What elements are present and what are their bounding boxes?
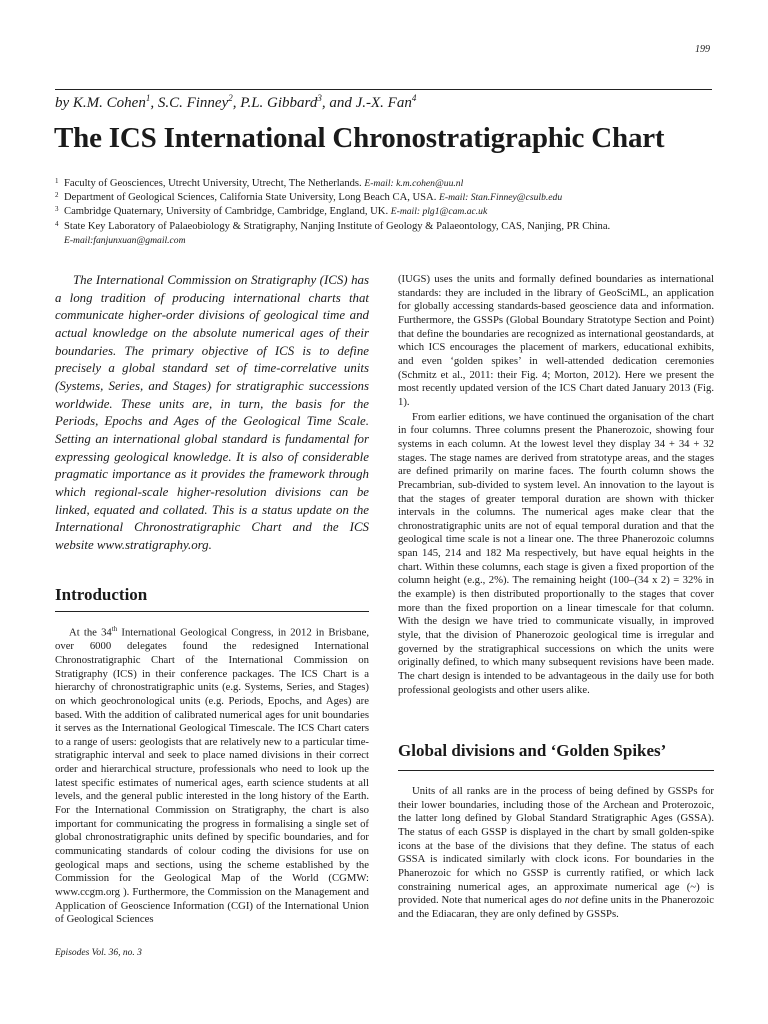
paragraph-chart-organisation: From earlier editions, we have continued the organisation of the chart in four columns. Three columns present the Phanerozoic, showing four systems in each column. At the lowest level they display 34 + 34 + 32 stages. The stage names are derived from stratotype areas, and the stages are defined primarily on marine faces. The fourth column shows the Precambrian, sub-divided to system level. An innovation to the layout is that the stages of greater temporal duration are shown with thicker intervals in the columns. The numerical ages make clear that the chronostratigraphic units are not of equal temporal duration and that the geological time scale is not a linear one. The three Phanerozoic columns span 145, 214 and 182 Ma respectively, but have equal heights in the chart. Within these columns, each stage is given a fixed proportion of the column height (e.g., 2%). The remaining height (100–(34 x 2) = 32% in the example) is then distributed proportionally to the stages that cover more than the fixed proportion on a linear timescale for that column. With the design we have tried to communicate visually, in improved style, that the division of Phanerozoic geological time is irregular and governed by the stratigraphical successions on which the units were originally defined, to which many subsequent revisions have been made. The chart design is intended to be advantageous in the daily use for both professional geologists and other users alike. <box>398 410 714 696</box>
affiliation-2-email: E-mail: Stan.Finney@csulb.edu <box>439 192 563 204</box>
affiliation-4: 4 State Key Laboratory of Palaeobiology & Stratigraphy, Nanjing Institute of Geology & Palaeontology, CAS, Nanjing, PR China. <box>55 219 611 232</box>
global-divisions-paragraph: Units of all ranks are in the process of being defined by GSSPs for their lower boundaries, including those of the Archean and Proterozoic, the latter long defined by Global Standard Stratigraphic Ages (GSSA). The status of each GSSP is displayed in the chart by small golden-spike icons at the base of the divisions that they define. The status of each GSSA is indicated similarly with clock icons. For boundaries in the Phanerozoic for which no GSSP is currently ratified, or which lack constraining numerical ages, an approximate numerical age (~) is provided. Note that numerical ages do not define units in the Phanerozoic and the Ediacaran, they are only defined by GSSPs. <box>398 785 714 920</box>
page-number: 199 <box>695 44 710 55</box>
right-column <box>398 273 714 697</box>
affiliation-4-email: E-mail:fanjunxuan@gmail.com <box>64 234 186 246</box>
affiliation-3-email: E-mail: plg1@cam.ac.uk <box>390 206 488 218</box>
authors-line: by K.M. Cohen$^1$, S.C. Finney$^2$, P.L. Gibbard$^3$, and J.-X. Fan$^4$ <box>55 93 417 111</box>
introduction-paragraph: At the 34th International Geological Congress, in 2012 in Brisbane, over 6000 delegates found the redesigned International Chronostratigraphic Chart of the International Commission on Stratigraphy (ICS) in their conference packages. The ICS Chart is a hierarchy of chronostratigraphic units (e.g. Systems, Series, and Stages) on which geochronological units (e.g. Periods, Epochs, and Ages) are based. With the addition of calibrated numerical ages for unit boundaries it serves as the International Geological Timescale. The ICS Chart caters to a range of users: geologists that are relatively new to a particular time-stratigraphic interval and seek to place named divisions in their correct order and hierarchical structure, professionals who need to look up the latest specific estimates of numerical ages, earth science students at all levels, and the general public interested in the long history of the Earth. For the International Commission on Stratigraphy, the chart is also important for communicating the progress in formalising a single set of global chronostratigraphic units defined by specific boundaries, and for communicating standards of colour coding the divisions for use on geological maps and sections, using the scheme established by the Commission for the Geological Map of the World (CGMW: www.ccgm.org ). Furthermore, the Commission on the Management and Application of Geoscience Information (CGI) of the International Union of Geological Sciences <box>55 625 369 926</box>
affiliation-1: 1 Faculty of Geosciences, Utrecht University, Utrecht, The Netherlands. E-mail: k.m.cohen@uu.nl <box>55 177 464 189</box>
global-divisions-heading: Global divisions and ‘Golden Spikes’ <box>398 741 667 760</box>
abstract: The International Commission on Stratigraphy (ICS) has a long tradition of producing international charts that communicate higher-order divisions of geological time and actual knowledge on the absolute numerical ages of their boundaries. The primary objective of ICS is to define precisely a global standard set of time-correlative units (Systems, Series, and Stages) for stratigraphic successions worldwide. These units are, in turn, the basis for the Periods, Epochs and Ages of the Geological Time Scale. Setting an international global standard is fundamental for expressing geological knowledge. It is also of considerable pragmatic importance as it provides the framework through which regional-scale higher-resolution divisions can be linked, equated and collated. This is a status update on the International Chronostratigraphic Chart and the ICS website www.stratigraphy.org. <box>55 273 369 552</box>
global-divisions-rule <box>398 770 714 771</box>
global-divisions-section <box>398 741 714 922</box>
affiliation-1-email: E-mail: k.m.cohen@uu.nl <box>364 178 464 189</box>
introduction-section <box>55 585 369 927</box>
affiliation-3: 3 Cambridge Quaternary, University of Cambridge, Cambridge, England, UK. E-mail: plg1@cam.ac.uk <box>55 205 488 218</box>
header-rule <box>55 89 712 90</box>
article-title: The ICS International Chronostratigraphic Chart <box>54 122 665 154</box>
journal-footer: Episodes Vol. 36, no. 3 <box>55 948 142 958</box>
introduction-rule <box>55 611 369 612</box>
left-column <box>55 272 369 555</box>
affiliations <box>55 177 715 248</box>
introduction-heading: Introduction <box>55 585 148 604</box>
paragraph-continuation: (IUGS) uses the units and formally defined boundaries as international standards: they are included in the library of GeoSciML, an application for globally accessing standards-based geoscience data and information. Furthermore, the GSSPs (Global Boundary Stratotype Section and Point) that define the boundaries are recognized as international geostandards, at which ICS encourages the placement of markers, educational exhibits, and even ‘golden spikes’ in well-attended dedication ceremonies (Schmitz et al., 2011: their Fig. 4; Morton, 2012). Here we present the most recently updated version of the ICS Chart dated January 2013 (Fig. 1). <box>398 273 714 408</box>
affiliation-2: 2 Department of Geological Sciences, California State University, Long Beach CA, USA. E-mail: Stan.Finney@csulb.edu <box>55 191 563 204</box>
